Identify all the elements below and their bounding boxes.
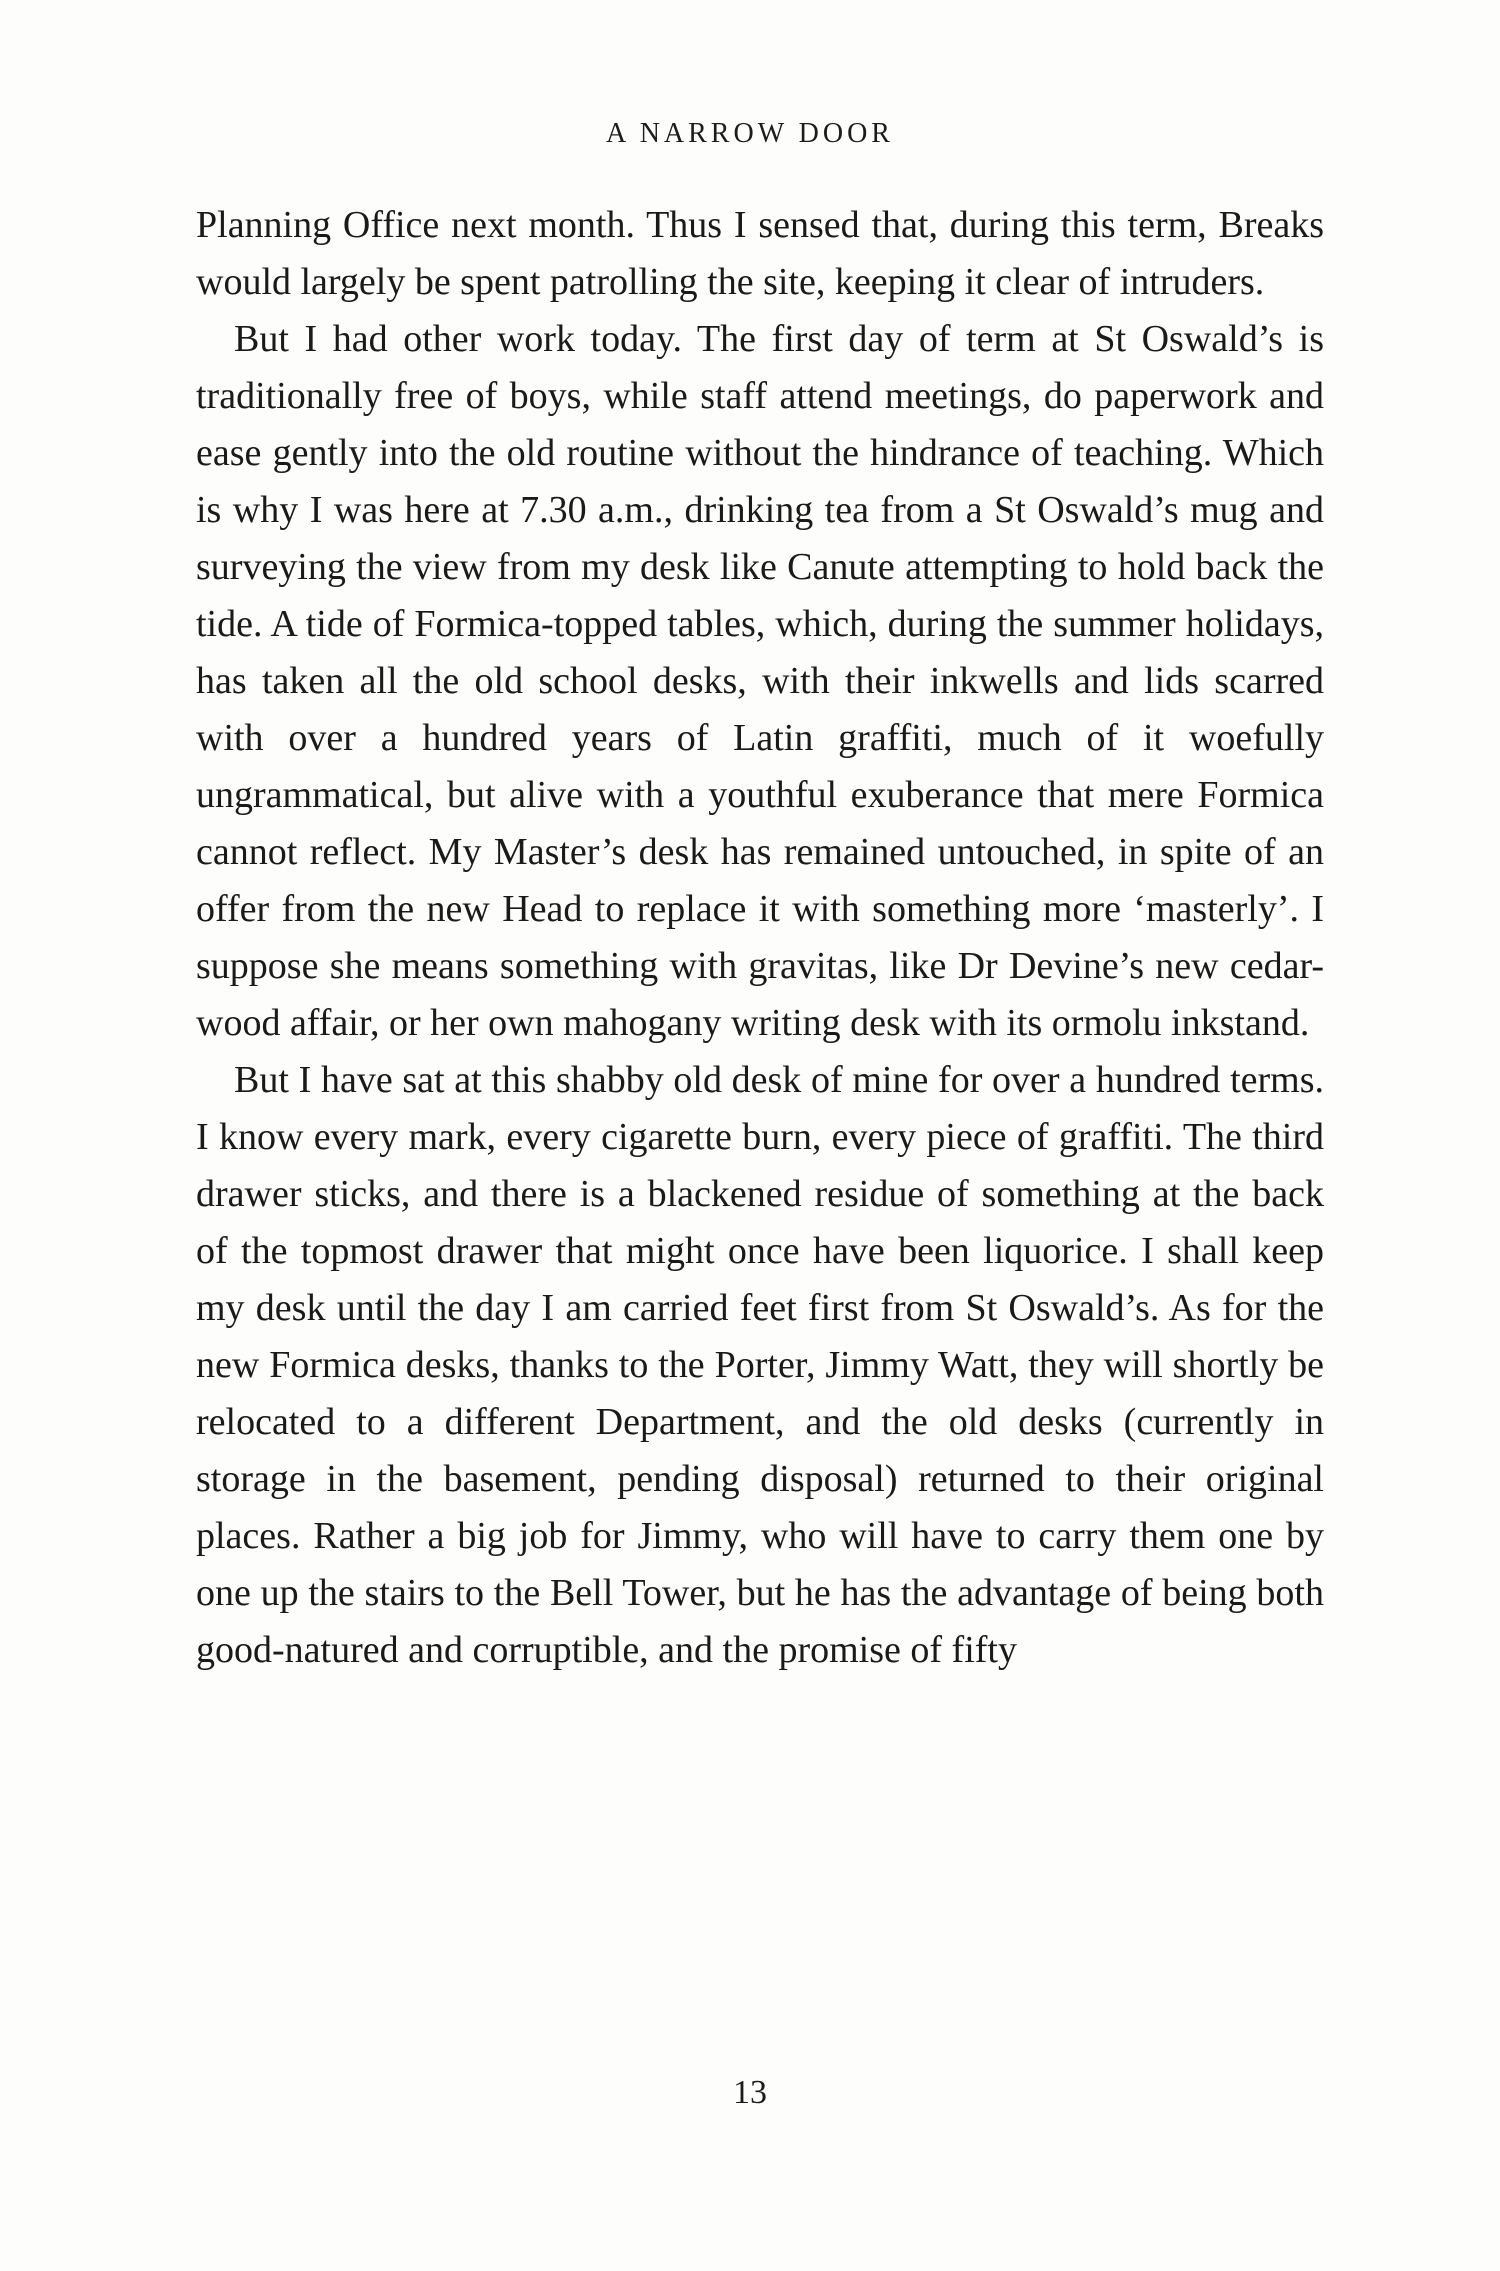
- paragraph-1: Planning Office next month. Thus I sensed that, during this term, Breaks would largely be spent patrolling the site, keeping it clear of intruders.: [196, 204, 1324, 303]
- paragraph-2: But I had other work today. The first day of term at St Oswald’s is traditionally free of boys, while staff attend meetings, do paperwork and ease gently into the old routine without the hindrance of teaching. Which is why I was here at 7.30 a.m., drinking tea from a St Oswald’s mug and surveying the view from my desk like Canute attempting to hold back the tide. A tide of Formica-topped tables, which, during the summer holidays, has taken all the old school desks, with their inkwells and lids scarred with over a hundred years of Latin graffiti, much of it woefully ungrammatical, but alive with a youthful exuberance that mere Formica cannot reflect. My Master’s desk has remained untouched, in spite of an offer from the new Head to replace it with something more ‘masterly’. I suppose she means something with gravitas, like Dr Devine’s new cedar-wood affair, or her own mahogany writing desk with its ormolu inkstand.: [196, 318, 1324, 1044]
- running-title: A NARROW DOOR: [606, 118, 894, 149]
- page-number: 13: [733, 2074, 767, 2111]
- paragraph-3: But I have sat at this shabby old desk of mine for over a hundred terms. I know every mark, every cigarette burn, every piece of graffiti. The third drawer sticks, and there is a blackened residue of something at the back of the topmost drawer that might once have been liquorice. I shall keep my desk until the day I am carried feet first from St Oswald’s. As for the new Formica desks, thanks to the Porter, Jimmy Watt, they will shortly be relocated to a different Department, and the old desks (currently in storage in the basement, pending disposal) returned to their original places. Rather a big job for Jimmy, who will have to carry them one by one up the stairs to the Bell Tower, but he has the advantage of being both good-natured and corruptible, and the promise of fifty: [196, 1059, 1324, 1671]
- body-text: [196, 197, 1324, 1679]
